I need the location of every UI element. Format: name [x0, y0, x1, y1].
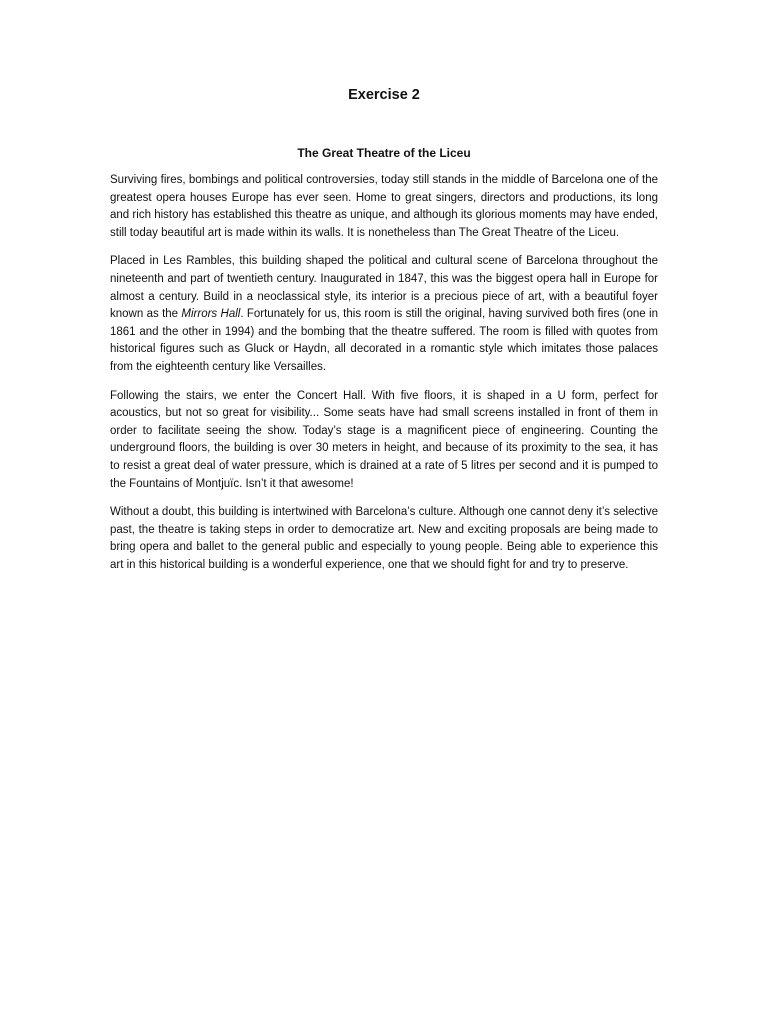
article-title: The Great Theatre of the Liceu	[297, 146, 471, 160]
paragraph-3: Following the stairs, we enter the Concert Hall. With five floors, it is shaped in a U form, perfect for acoustics, but not so great for visibility... Some seats have had small screens installed in front of them in order to facilitate seeing the show. Today’s stage is a magnificent piece of engineering. Counting the underground floors, the building is over 30 meters in height, and because of its proximity to the sea, it has to resist a great deal of water pressure, which is drained at a rate of 5 litres per second and it is pumped to the Fountains of Montjuïc. Isn’t it that awesome!	[110, 389, 658, 490]
exercise-title: Exercise 2	[348, 87, 420, 103]
article-body	[110, 172, 658, 585]
paragraph-4: Without a doubt, this building is intertwined with Barcelona’s culture. Although one cannot deny it’s selective past, the theatre is taking steps in order to democratize art. New and exciting proposals are being made to bring opera and ballet to the general public and especially to young people. Being able to experience this art in this historical building is a wonderful experience, one that we should fight for and try to preserve.	[110, 506, 658, 571]
paragraph-2-part-1: Placed in Les Rambles, this building shaped the political and cultural scene of Barcelona throughout the nineteenth and part of twentieth century. Inaugurated in 1847, this was the biggest opera hall in Europe for almost a century. Build in a neoclassical style, its interior is a precious piece of art, with a beautiful foyer known as the	[110, 255, 658, 321]
paragraph-2-part-2: . Fortunately for us, this room is still the original, having survived both fires (one in 1861 and the other in 1994) and the bombing that the theatre suffered. The room is filled with quotes from historical figures such as Gluck or Haydn, all decorated in a romantic style which imitates those palaces from the eighteenth century like Versailles.	[110, 308, 658, 373]
paragraph-2	[110, 253, 658, 376]
paragraph-1: Surviving fires, bombings and political controversies, today still stands in the middle of Barcelona one of the greatest opera houses Europe has ever seen. Home to great singers, directors and productions, its long and rich history has established this theatre as unique, and although its glorious moments may have ended, still today beautiful art is made within its walls. It is nonetheless than The Great Theatre of the Liceu.	[110, 174, 658, 239]
mirrors-hall-term: Mirrors Hall	[181, 308, 241, 321]
